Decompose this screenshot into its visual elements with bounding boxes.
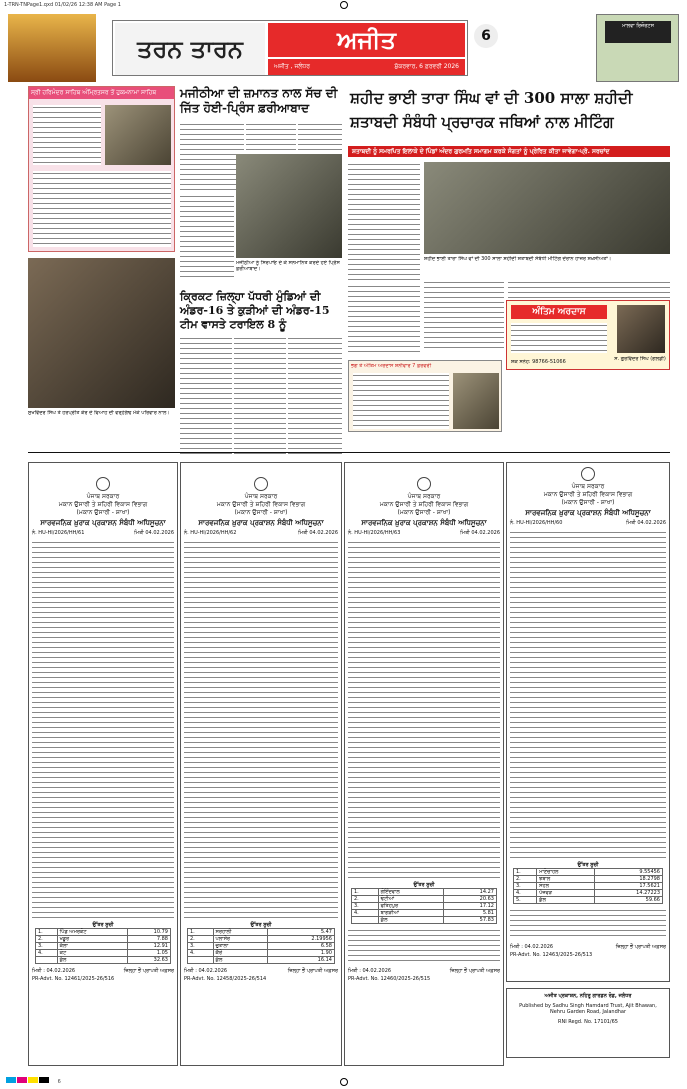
story1-headline: ਮਜੀਠੀਆ ਦੀ ਜ਼ਮਾਨਤ ਨਾਲ ਸੱਚ ਦੀ ਜਿੱਤ ਹੋਈ-ਪ੍ਰਿੰਸ ਫ਼ਰੀਆਬਾਦ xyxy=(180,86,338,115)
publisher-box xyxy=(506,988,670,1058)
table-row xyxy=(188,943,335,950)
table-cell xyxy=(352,917,379,924)
table-cell: 17.5621 xyxy=(594,883,662,890)
table-row xyxy=(352,917,497,924)
notice-1 xyxy=(28,462,178,1066)
table-cell: 2. xyxy=(514,876,537,883)
section-divider xyxy=(28,452,670,453)
memorial-notice xyxy=(348,360,502,432)
notice-2-footer-right: ਜ਼ਿਲ੍ਹਾ ਭੌਂ ਪ੍ਰਾਪਤੀ ਅਫ਼ਸਰ xyxy=(287,968,338,974)
notice-2-title: ਸਾਰਵਜਨਿਕ ਖ਼ੁਰਾਕ ਪ੍ਰਕਾਸ਼ਨ ਸੰਬੰਧੀ ਅਧਿਸੂਚਨਾ xyxy=(198,519,324,527)
masthead-title-left: ਤਰਨ ਤਾਰਨ xyxy=(115,23,265,75)
table-cell: 4. xyxy=(36,950,58,957)
table-cell: ਚੁਤਾਲਾ xyxy=(213,943,267,950)
table-row xyxy=(188,950,335,957)
story1-photo xyxy=(236,154,342,258)
table-row xyxy=(352,896,497,903)
table-row xyxy=(36,936,171,943)
table-cell: 5.47 xyxy=(267,929,334,936)
table-cell: 9.55456 xyxy=(594,869,662,876)
notice-4 xyxy=(506,462,670,982)
notice-2-table xyxy=(187,928,335,964)
table-row xyxy=(514,876,663,883)
table-cell: 1. xyxy=(188,929,214,936)
notice-2-footer xyxy=(181,964,341,974)
notice-3-body-2 xyxy=(348,928,500,962)
notice-1-footer-right: ਜ਼ਿਲ੍ਹਾ ਭੌਂ ਪ੍ਰਾਪਤੀ ਅਫ਼ਸਰ xyxy=(123,968,174,974)
table-cell: 17.12 xyxy=(444,903,497,910)
notice-4-footer-right: ਜ਼ਿਲ੍ਹਾ ਭੌਂ ਪ੍ਰਾਪਤੀ ਅਫ਼ਸਰ xyxy=(615,944,666,950)
story2-headline: ਕ੍ਰਿਕਟ ਜ਼ਿਲ੍ਹਾ ਪੱਧਰੀ ਮੁੰਡਿਆਂ ਦੀ ਅੰਡਰ-16 ਤੇ ਕੁੜੀਆਂ ਦੀ ਅੰਡਰ-15 ਟੀਮ ਵਾਸਤੇ ਟਰਾਇਲ 8 ਨੂੰ xyxy=(180,290,330,331)
golden-temple-image xyxy=(8,14,96,82)
table-cell: 2.19956 xyxy=(267,936,334,943)
table-cell: 1. xyxy=(36,929,58,936)
table-cell: 5.81 xyxy=(444,910,497,917)
ardas-name: ਸ. ਗੁਰਵਿੰਦਰ ਸਿੰਘ (ਗੋਲਡੀ) xyxy=(614,356,666,362)
masthead xyxy=(8,14,679,82)
notice-2-pr: PR-Advt. No. 12458/2025-26/514 xyxy=(184,976,267,982)
cyan-swatch xyxy=(6,1077,16,1083)
publisher-line1: ਅਜੀਤ ਪ੍ਰਕਾਸ਼ਨ, ਨਹਿਰੂ ਗਾਰਡਨ ਰੋਡ, ਜਲੰਧਰ xyxy=(544,993,632,999)
notice-4-body-2 xyxy=(510,908,666,938)
notice-4-table xyxy=(513,868,663,904)
table-cell: 6.58 xyxy=(267,943,334,950)
table-cell: ਪਿੰਡ ਅਮਰਕੋਟ xyxy=(57,929,128,936)
notice-3 xyxy=(344,462,504,1066)
notice-4-table-title: ਉੱਤਰ ਸੂਚੀ xyxy=(577,862,599,868)
story1-photo-caption: ਮਜੀਠੀਆ ਨੂੰ ਸਿਰੋਪਾਓ ਦੇ ਕੇ ਸਨਮਾਨਿਤ ਕਰਦੇ ਹੋਏ ਪ੍ਰਿੰਸ ਫ਼ਰੀਆਬਾਦ। xyxy=(236,260,340,272)
table-cell: ਪਲਾਸੌਰ xyxy=(213,936,267,943)
table-cell: ਬਾਗੜੀਆਂ xyxy=(378,910,444,917)
table-cell: 1. xyxy=(514,869,537,876)
magenta-swatch xyxy=(17,1077,27,1083)
notice-4-title: ਸਾਰਵਜਨਿਕ ਖ਼ੁਰਾਕ ਪ੍ਰਕਾਸ਼ਨ ਸੰਬੰਧੀ ਅਧਿਸੂਚਨਾ xyxy=(525,509,651,517)
table-cell: 14.27223 xyxy=(594,890,662,897)
ardas-photo xyxy=(617,305,665,353)
table-cell: ਕੈਰੋਂ xyxy=(213,950,267,957)
table-row xyxy=(514,869,663,876)
publisher-line2: Published by Sadhu Singh Hamdard Trust, Ajit Bhawan, Nehru Garden Road, Jalandhar xyxy=(519,1003,657,1015)
table-cell: ਖਡੂਰ xyxy=(57,936,128,943)
notice-3-footer-right: ਜ਼ਿਲ੍ਹਾ ਭੌਂ ਪ੍ਰਾਪਤੀ ਅਫ਼ਸਰ xyxy=(449,968,500,974)
notice-3-table xyxy=(351,888,497,924)
table-cell: ਕੋਟ xyxy=(57,950,128,957)
lead-photo xyxy=(424,162,670,254)
hukamnama-header: ਸ੍ਰੀ ਹਰਿਮੰਦਰ ਸਾਹਿਬ ਅੰਮ੍ਰਿਤਸਰ ਤੋਂ ਹੁਕਮਨਾਮਾ ਸਾਹਿਬ xyxy=(29,87,174,99)
table-row xyxy=(188,929,335,936)
table-row xyxy=(188,936,335,943)
notice-4-dept1: ਪੰਜਾਬ ਸਰਕਾਰ xyxy=(571,483,605,490)
notice-4-footer-left: ਮਿਤੀ : 04.02.2026 xyxy=(510,944,554,950)
bottom-page-label: 6 xyxy=(57,1079,61,1085)
story1-text-col1 xyxy=(180,122,244,192)
table-cell: ਪੰਜਵੜ xyxy=(537,890,594,897)
table-cell: 18.2798 xyxy=(594,876,662,883)
notice-4-dept3: (ਮਕਾਨ ਉਸਾਰੀ - ਸ਼ਾਖਾ) xyxy=(561,499,615,506)
table-cell: 2. xyxy=(36,936,58,943)
color-bar xyxy=(6,1079,52,1085)
table-cell: ਸਰਹਾਲੀ xyxy=(213,929,267,936)
notice-3-ref: ਨੰ. HU-HI/2026/HH/63 xyxy=(348,530,401,536)
story2-text-col1 xyxy=(180,336,232,456)
table-cell: 3. xyxy=(36,943,58,950)
notice-1-refline xyxy=(29,528,177,538)
table-cell: 3. xyxy=(352,903,379,910)
notice-2-body xyxy=(184,540,338,920)
notice-4-dept2: ਮਕਾਨ ਉਸਾਰੀ ਤੇ ਸ਼ਹਿਰੀ ਵਿਕਾਸ ਵਿਭਾਗ xyxy=(543,491,633,498)
table-cell: 14.27 xyxy=(444,889,497,896)
notice-1-ref: ਨੰ. HU-HI/2026/HH/61 xyxy=(32,530,85,536)
table-row xyxy=(352,889,497,896)
masthead-title-right: ਅਜੀਤ xyxy=(268,23,465,57)
notice-3-title: ਸਾਰਵਜਨਿਕ ਖ਼ੁਰਾਕ ਪ੍ਰਕਾਸ਼ਨ ਸੰਬੰਧੀ ਅਧਿਸੂਚਨਾ xyxy=(361,519,487,527)
notice-2-table-title: ਉੱਤਰ ਸੂਚੀ xyxy=(250,922,272,928)
notice-2-dept3: (ਮਕਾਨ ਉਸਾਰੀ - ਸ਼ਾਖਾ) xyxy=(234,509,288,516)
notice-1-footer xyxy=(29,964,177,974)
table-cell: ਕੱਲਾ xyxy=(57,943,128,950)
table-cell: ਗੋਇੰਦਵਾਲ xyxy=(378,889,444,896)
notice-2-refline xyxy=(181,528,341,538)
punjab-emblem-icon xyxy=(254,477,268,491)
table-row xyxy=(514,883,663,890)
notice-3-dept1: ਪੰਜਾਬ ਸਰਕਾਰ xyxy=(407,493,441,500)
table-cell: 1.90 xyxy=(267,950,334,957)
table-row xyxy=(352,910,497,917)
story2-text-col3 xyxy=(288,336,342,456)
page-number: 6 xyxy=(474,24,498,48)
table-cell: ਮਾਣੋਚਾਹਲ xyxy=(537,869,594,876)
story1-text-col4 xyxy=(180,194,234,280)
notice-4-date: ਮਿਤੀ 04.02.2026 xyxy=(626,520,666,526)
table-cell: ਝਬਾਲ xyxy=(537,876,594,883)
table-cell: ਕੁੱਲ xyxy=(213,957,267,964)
table-cell: 10.79 xyxy=(128,929,171,936)
table-cell: 2. xyxy=(188,936,214,943)
memorial-notice-photo xyxy=(453,373,499,429)
notice-3-dept2: ਮਕਾਨ ਉਸਾਰੀ ਤੇ ਸ਼ਹਿਰੀ ਵਿਕਾਸ ਵਿਭਾਗ xyxy=(379,501,469,508)
table-row xyxy=(514,890,663,897)
lead-headline-1: ਸ਼ਹੀਦ ਭਾਈ ਤਾਰਾ ਸਿੰਘ ਵਾਂ ਦੀ 300 ਸਾਲਾ ਸ਼ਹੀਦੀ xyxy=(350,89,633,107)
masthead-logo xyxy=(112,20,468,76)
table-cell xyxy=(36,957,58,964)
masthead-sub-left: ਅਜੀਤ , ਜਲੰਧਰ xyxy=(274,63,310,70)
table-cell: ਢੋਟੀਆਂ xyxy=(378,896,444,903)
registration-mark-icon xyxy=(340,1,348,9)
memorial-notice-text: ਭੋਗ ਤੇ ਅੰਤਿਮ ਅਰਦਾਸ ਸ਼ਨੀਵਾਰ 7 ਫ਼ਰਵਰੀ xyxy=(351,363,432,369)
lead-photo-caption: ਸ਼ਹੀਦ ਭਾਈ ਤਾਰਾ ਸਿੰਘ ਵਾਂ ਦੀ 300 ਸਾਲਾ ਸ਼ਹੀਦੀ ਸ਼ਤਾਬਦੀ ਸੰਬੰਧੀ ਮੀਟਿੰਗ ਦੌਰਾਨ ਹਾਜ਼ਰ ਸ਼ਖ਼ਸੀਅਤਾਂ। xyxy=(424,256,612,262)
notice-3-date: ਮਿਤੀ 04.02.2026 xyxy=(460,530,500,536)
notice-3-pr: PR-Advt. No. 12460/2025-26/515 xyxy=(348,976,431,982)
notice-3-body xyxy=(348,540,500,880)
table-row xyxy=(352,903,497,910)
table-cell: 4. xyxy=(188,950,214,957)
punjab-emblem-icon xyxy=(417,477,431,491)
table-cell: 59.66 xyxy=(594,897,662,904)
table-row xyxy=(36,943,171,950)
notice-4-pr: PR-Advt. No. 12463/2025-26/513 xyxy=(510,952,593,958)
table-cell: 57.83 xyxy=(444,917,497,924)
notice-2-dept2: ਮਕਾਨ ਉਸਾਰੀ ਤੇ ਸ਼ਹਿਰੀ ਵਿਕਾਸ ਵਿਭਾਗ xyxy=(216,501,306,508)
notice-1-pr: PR-Advt. No. 12461/2025-26/516 xyxy=(32,976,115,982)
table-cell: 7.88 xyxy=(128,936,171,943)
print-slug-text: 1-TRN-TNPage1.qxd 01/02/26 12:38 AM Page 1 xyxy=(4,2,121,8)
ardas-title: ਅੰਤਿਮ ਅਰਦਾਸ xyxy=(511,305,607,319)
table-cell: 5. xyxy=(514,897,537,904)
notice-2-dept1: ਪੰਜਾਬ ਸਰਕਾਰ xyxy=(244,493,278,500)
table-cell: ਕੁੱਲ xyxy=(57,957,128,964)
table-cell: 2. xyxy=(352,896,379,903)
table-cell: ਕੁੱਲ xyxy=(378,917,444,924)
lead-headline-2: ਸ਼ਤਾਬਦੀ ਸੰਬੰਧੀ ਪ੍ਰਚਾਰਕ ਜਥਿਆਂ ਨਾਲ ਮੀਟਿੰਗ xyxy=(350,113,614,131)
masthead-subline xyxy=(268,59,465,75)
table-cell: ਸੋਹਲ xyxy=(537,883,594,890)
notice-1-dept2: ਮਕਾਨ ਉਸਾਰੀ ਤੇ ਸ਼ਹਿਰੀ ਵਿਕਾਸ ਵਿਭਾਗ xyxy=(58,501,148,508)
punjab-emblem-icon xyxy=(96,477,110,491)
header-advertisement xyxy=(596,14,679,82)
header-ad-label: ਮਾਲਵਾ ਰਿਜ਼ੋਰਟਸ xyxy=(605,21,671,43)
lead-text-col4 xyxy=(508,280,670,298)
notice-1-title: ਸਾਰਵਜਨਿਕ ਖ਼ੁਰਾਕ ਪ੍ਰਕਾਸ਼ਨ ਸੰਬੰਧੀ ਅਧਿਸੂਚਨਾ xyxy=(40,519,166,527)
ardas-text xyxy=(511,323,607,353)
wedding-caption: ਸੁਖਵਿੰਦਰ ਸਿੰਘ ਤੇ ਹਰਪ੍ਰੀਤ ਕੌਰ ਦੇ ਵਿਆਹ ਦੀ ਵਰ੍ਹੇਗੰਢ ਮੌਕੇ ਪਰਿਵਾਰ ਨਾਲ। xyxy=(28,410,170,416)
notice-1-body xyxy=(32,540,174,920)
notice-2-date: ਮਿਤੀ 04.02.2026 xyxy=(298,530,338,536)
table-cell: 4. xyxy=(514,890,537,897)
notice-1-date: ਮਿਤੀ 04.02.2026 xyxy=(134,530,174,536)
punjab-emblem-icon xyxy=(581,467,595,481)
notice-3-table-title: ਉੱਤਰ ਸੂਚੀ xyxy=(413,882,435,888)
memorial-notice-body xyxy=(353,373,449,429)
masthead-date: ਸ਼ੁੱਕਰਵਾਰ, 6 ਫ਼ਰਵਰੀ 2026 xyxy=(394,63,459,70)
table-row xyxy=(36,929,171,936)
notice-3-footer-left: ਮਿਤੀ : 04.02.2026 xyxy=(348,968,392,974)
ardas-box xyxy=(506,300,670,370)
table-cell: 3. xyxy=(188,943,214,950)
notice-1-table-title: ਉੱਤਰ ਸੂਚੀ xyxy=(92,922,114,928)
hukamnama-box xyxy=(28,86,175,252)
registration-mark-icon xyxy=(340,1078,348,1086)
notice-2 xyxy=(180,462,342,1066)
ardas-contact: ਸ਼ੋਕ ਸਨੇਹ: 98766-51066 xyxy=(511,359,566,365)
lead-text-col3 xyxy=(424,280,504,352)
notice-4-refline xyxy=(507,518,669,528)
table-cell: ਫਤਿਹਪੁਰ xyxy=(378,903,444,910)
lead-text-col2 xyxy=(348,284,420,356)
table-cell: 3. xyxy=(514,883,537,890)
wedding-photo xyxy=(28,258,175,408)
lead-text-col1 xyxy=(348,162,420,282)
notice-1-dept3: (ਮਕਾਨ ਉਸਾਰੀ - ਸ਼ਾਖਾ) xyxy=(76,509,130,516)
notice-3-dept3: (ਮਕਾਨ ਉਸਾਰੀ - ਸ਼ਾਖਾ) xyxy=(397,509,451,516)
table-row xyxy=(36,957,171,964)
yellow-swatch xyxy=(28,1077,38,1083)
table-cell: 4. xyxy=(352,910,379,917)
notice-1-table xyxy=(35,928,171,964)
hukamnama-photo xyxy=(105,105,171,165)
notice-4-body xyxy=(510,530,666,860)
table-cell xyxy=(188,957,214,964)
publisher-line3: RNI Regd. No. 17101/65 xyxy=(558,1019,618,1025)
black-swatch xyxy=(39,1077,49,1083)
hukamnama-body xyxy=(33,171,171,247)
lead-red-subhead: ਸ਼ਤਾਬਦੀ ਨੂੰ ਸਮਰਪਿਤ ਇਲਾਕੇ ਦੇ ਪਿੰਡਾਂ ਅੰਦਰ ਗੁਰਮਤਿ ਸਮਾਗਮ ਕਰਕੇ ਸੰਗਤਾਂ ਨੂੰ ਪ੍ਰੇਰਿਤ ਕੀਤਾ ਜਾਵੇਗਾ-ਪ੍ਰੋ. ਸਰਚਾਂਦ xyxy=(348,146,670,157)
notice-1-footer-left: ਮਿਤੀ : 04.02.2026 xyxy=(32,968,76,974)
notice-2-footer-left: ਮਿਤੀ : 04.02.2026 xyxy=(184,968,228,974)
notice-4-footer xyxy=(507,942,669,950)
notice-2-ref: ਨੰ. HU-HI/2026/HH/62 xyxy=(184,530,237,536)
notice-4-ref: ਨੰ. HU-HI/2026/HH/60 xyxy=(510,520,563,526)
story2-text-col2 xyxy=(234,336,286,456)
notice-1-dept1: ਪੰਜਾਬ ਸਰਕਾਰ xyxy=(86,493,120,500)
notice-3-footer xyxy=(345,966,503,974)
table-row xyxy=(36,950,171,957)
story1-text-col3 xyxy=(298,122,342,152)
table-row xyxy=(514,897,663,904)
story1-text-col2 xyxy=(246,122,296,152)
table-row xyxy=(188,957,335,964)
table-cell: 32.63 xyxy=(128,957,171,964)
table-cell: 12.91 xyxy=(128,943,171,950)
table-cell: 1. xyxy=(352,889,379,896)
table-cell: 1.05 xyxy=(128,950,171,957)
hukamnama-text xyxy=(33,105,101,165)
table-cell: 16.14 xyxy=(267,957,334,964)
table-cell: 20.63 xyxy=(444,896,497,903)
notice-3-refline xyxy=(345,528,503,538)
table-cell: ਕੁੱਲ xyxy=(537,897,594,904)
